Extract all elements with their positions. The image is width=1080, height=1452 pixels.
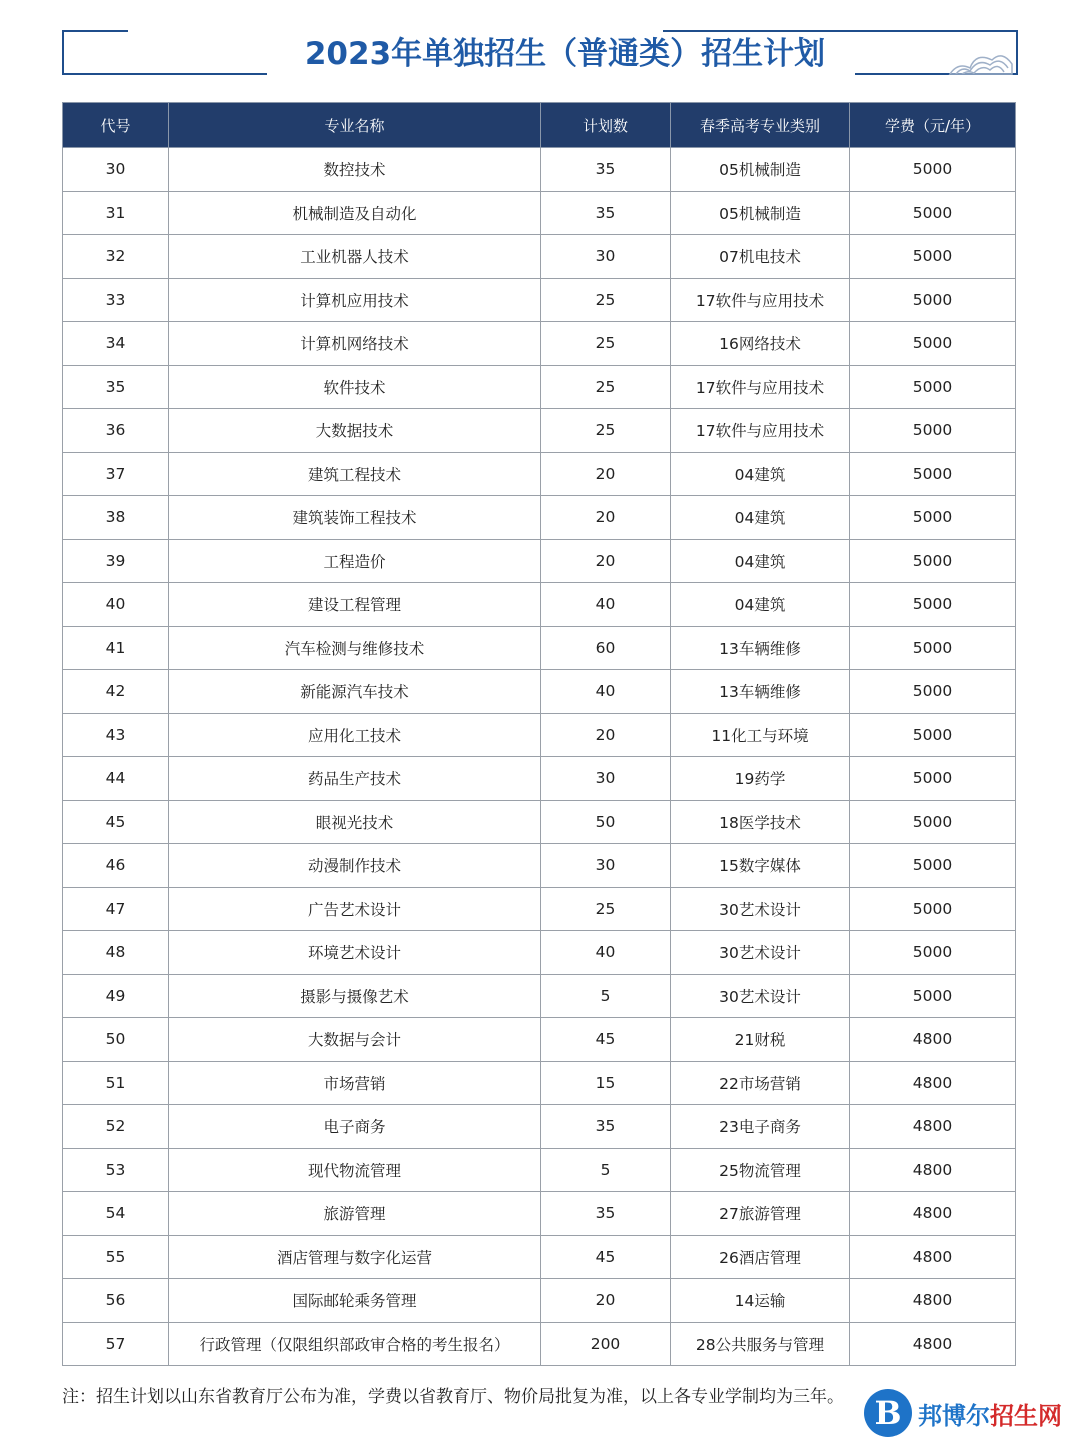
cell-tuition: 5000 [850, 148, 1016, 192]
cell-tuition: 5000 [850, 409, 1016, 453]
cell-plan-count: 30 [541, 844, 671, 888]
table-row [63, 800, 1016, 844]
cell-category: 28公共服务与管理 [671, 1322, 850, 1366]
cell-plan-count: 20 [541, 713, 671, 757]
cell-code: 33 [63, 278, 169, 322]
table-row [63, 757, 1016, 801]
cell-category: 30艺术设计 [671, 931, 850, 975]
cell-tuition: 4800 [850, 1105, 1016, 1149]
cell-category: 17软件与应用技术 [671, 365, 850, 409]
table-row [63, 1235, 1016, 1279]
table-row [63, 931, 1016, 975]
cell-code: 31 [63, 191, 169, 235]
cell-code: 53 [63, 1148, 169, 1192]
cell-major-name: 旅游管理 [169, 1192, 541, 1236]
cell-category: 21财税 [671, 1018, 850, 1062]
cell-tuition: 5000 [850, 670, 1016, 714]
cell-code: 50 [63, 1018, 169, 1062]
cell-tuition: 5000 [850, 322, 1016, 366]
table-row [63, 1279, 1016, 1323]
cell-major-name: 机械制造及自动化 [169, 191, 541, 235]
cell-tuition: 5000 [850, 800, 1016, 844]
cell-major-name: 电子商务 [169, 1105, 541, 1149]
table-row [63, 1192, 1016, 1236]
cell-major-name: 工程造价 [169, 539, 541, 583]
table-row [63, 1322, 1016, 1366]
table-row [63, 713, 1016, 757]
cell-tuition: 4800 [850, 1018, 1016, 1062]
cell-major-name: 动漫制作技术 [169, 844, 541, 888]
table-row [63, 148, 1016, 192]
cell-plan-count: 40 [541, 931, 671, 975]
cell-code: 46 [63, 844, 169, 888]
cell-plan-count: 40 [541, 670, 671, 714]
cell-major-name: 数控技术 [169, 148, 541, 192]
cell-category: 19药学 [671, 757, 850, 801]
cell-code: 36 [63, 409, 169, 453]
cell-tuition: 4800 [850, 1322, 1016, 1366]
cell-major-name: 建筑工程技术 [169, 452, 541, 496]
cell-code: 45 [63, 800, 169, 844]
cell-code: 48 [63, 931, 169, 975]
cell-tuition: 5000 [850, 757, 1016, 801]
cell-category: 17软件与应用技术 [671, 409, 850, 453]
cell-code: 49 [63, 974, 169, 1018]
cell-plan-count: 30 [541, 757, 671, 801]
cell-code: 30 [63, 148, 169, 192]
cell-tuition: 5000 [850, 496, 1016, 540]
cell-tuition: 5000 [850, 539, 1016, 583]
watermark-text-a: 邦博尔 [918, 1401, 990, 1430]
cloud-decoration-icon [948, 44, 1014, 76]
cell-category: 04建筑 [671, 452, 850, 496]
cell-code: 41 [63, 626, 169, 670]
cell-code: 42 [63, 670, 169, 714]
cell-code: 32 [63, 235, 169, 279]
cell-major-name: 应用化工技术 [169, 713, 541, 757]
table-row [63, 1148, 1016, 1192]
cell-major-name: 工业机器人技术 [169, 235, 541, 279]
cell-plan-count: 20 [541, 496, 671, 540]
cell-code: 34 [63, 322, 169, 366]
cell-major-name: 药品生产技术 [169, 757, 541, 801]
cell-plan-count: 45 [541, 1235, 671, 1279]
cell-tuition: 5000 [850, 931, 1016, 975]
cell-tuition: 4800 [850, 1279, 1016, 1323]
cell-code: 51 [63, 1061, 169, 1105]
cell-category: 07机电技术 [671, 235, 850, 279]
table-row [63, 844, 1016, 888]
cell-tuition: 4800 [850, 1192, 1016, 1236]
cell-code: 47 [63, 887, 169, 931]
header-major-name: 专业名称 [169, 103, 541, 148]
cell-tuition: 5000 [850, 191, 1016, 235]
cell-category: 04建筑 [671, 539, 850, 583]
cell-major-name: 广告艺术设计 [169, 887, 541, 931]
cell-category: 04建筑 [671, 496, 850, 540]
table-row [63, 583, 1016, 627]
cell-tuition: 5000 [850, 626, 1016, 670]
cell-major-name: 现代物流管理 [169, 1148, 541, 1192]
cell-category: 14运输 [671, 1279, 850, 1323]
table-row [63, 452, 1016, 496]
cell-category: 25物流管理 [671, 1148, 850, 1192]
table-row [63, 539, 1016, 583]
cell-tuition: 5000 [850, 887, 1016, 931]
cell-plan-count: 25 [541, 409, 671, 453]
cell-major-name: 建筑装饰工程技术 [169, 496, 541, 540]
cell-code: 37 [63, 452, 169, 496]
cell-category: 17软件与应用技术 [671, 278, 850, 322]
cell-major-name: 行政管理（仅限组织部政审合格的考生报名） [169, 1322, 541, 1366]
cell-major-name: 新能源汽车技术 [169, 670, 541, 714]
cell-plan-count: 25 [541, 365, 671, 409]
cell-major-name: 计算机应用技术 [169, 278, 541, 322]
cell-plan-count: 25 [541, 322, 671, 366]
cell-major-name: 建设工程管理 [169, 583, 541, 627]
cell-plan-count: 45 [541, 1018, 671, 1062]
cell-plan-count: 5 [541, 974, 671, 1018]
cell-code: 54 [63, 1192, 169, 1236]
cell-tuition: 4800 [850, 1061, 1016, 1105]
table-row [63, 1018, 1016, 1062]
cell-code: 57 [63, 1322, 169, 1366]
cell-category: 30艺术设计 [671, 974, 850, 1018]
watermark-logo-icon: B [864, 1389, 912, 1437]
cell-category: 15数字媒体 [671, 844, 850, 888]
cell-tuition: 5000 [850, 583, 1016, 627]
cell-category: 26酒店管理 [671, 1235, 850, 1279]
enrollment-plan-table [62, 102, 1016, 1366]
cell-category: 27旅游管理 [671, 1192, 850, 1236]
cell-category: 18医学技术 [671, 800, 850, 844]
watermark-text [918, 1396, 1062, 1431]
cell-major-name: 汽车检测与维修技术 [169, 626, 541, 670]
cell-code: 38 [63, 496, 169, 540]
cell-tuition: 5000 [850, 365, 1016, 409]
cell-tuition: 5000 [850, 844, 1016, 888]
cell-major-name: 酒店管理与数字化运营 [169, 1235, 541, 1279]
cell-plan-count: 20 [541, 452, 671, 496]
cell-category: 30艺术设计 [671, 887, 850, 931]
table-row [63, 191, 1016, 235]
header-code: 代号 [63, 103, 169, 148]
table-row [63, 409, 1016, 453]
cell-tuition: 5000 [850, 452, 1016, 496]
cell-code: 40 [63, 583, 169, 627]
cell-major-name: 眼视光技术 [169, 800, 541, 844]
table-row [63, 496, 1016, 540]
cell-tuition: 5000 [850, 974, 1016, 1018]
table-row [63, 670, 1016, 714]
cell-category: 13车辆维修 [671, 670, 850, 714]
cell-plan-count: 35 [541, 1105, 671, 1149]
cell-major-name: 摄影与摄像艺术 [169, 974, 541, 1018]
cell-code: 44 [63, 757, 169, 801]
watermark [864, 1388, 1062, 1438]
cell-major-name: 大数据与会计 [169, 1018, 541, 1062]
cell-plan-count: 35 [541, 148, 671, 192]
cell-plan-count: 25 [541, 278, 671, 322]
table-row [63, 974, 1016, 1018]
header-category: 春季高考专业类别 [671, 103, 850, 148]
cell-plan-count: 200 [541, 1322, 671, 1366]
page-title: 2023年单独招生（普通类）招生计划 [275, 32, 855, 76]
header-tuition: 学费（元/年） [850, 103, 1016, 148]
cell-code: 52 [63, 1105, 169, 1149]
cell-major-name: 软件技术 [169, 365, 541, 409]
cell-plan-count: 35 [541, 191, 671, 235]
cell-category: 16网络技术 [671, 322, 850, 366]
cell-category: 04建筑 [671, 583, 850, 627]
cell-tuition: 5000 [850, 278, 1016, 322]
table-row [63, 1105, 1016, 1149]
cell-category: 05机械制造 [671, 148, 850, 192]
cell-major-name: 国际邮轮乘务管理 [169, 1279, 541, 1323]
cell-tuition: 4800 [850, 1235, 1016, 1279]
cell-category: 22市场营销 [671, 1061, 850, 1105]
cell-plan-count: 20 [541, 539, 671, 583]
cell-plan-count: 15 [541, 1061, 671, 1105]
cell-plan-count: 50 [541, 800, 671, 844]
cell-plan-count: 40 [541, 583, 671, 627]
cell-category: 23电子商务 [671, 1105, 850, 1149]
cell-tuition: 5000 [850, 713, 1016, 757]
cell-plan-count: 5 [541, 1148, 671, 1192]
table-row [63, 1061, 1016, 1105]
cell-tuition: 4800 [850, 1148, 1016, 1192]
table-row [63, 626, 1016, 670]
header-plan-count: 计划数 [541, 103, 671, 148]
cell-major-name: 市场营销 [169, 1061, 541, 1105]
cell-plan-count: 30 [541, 235, 671, 279]
cell-major-name: 大数据技术 [169, 409, 541, 453]
cell-category: 11化工与环境 [671, 713, 850, 757]
title-frame-left [62, 30, 267, 75]
cell-plan-count: 60 [541, 626, 671, 670]
cell-tuition: 5000 [850, 235, 1016, 279]
table-row [63, 887, 1016, 931]
cell-category: 13车辆维修 [671, 626, 850, 670]
table-row [63, 278, 1016, 322]
cell-plan-count: 20 [541, 1279, 671, 1323]
cell-major-name: 环境艺术设计 [169, 931, 541, 975]
cell-code: 43 [63, 713, 169, 757]
cell-plan-count: 25 [541, 887, 671, 931]
watermark-text-b: 招生网 [990, 1401, 1062, 1430]
cell-code: 56 [63, 1279, 169, 1323]
cell-major-name: 计算机网络技术 [169, 322, 541, 366]
table-row [63, 365, 1016, 409]
cell-plan-count: 35 [541, 1192, 671, 1236]
cell-category: 05机械制造 [671, 191, 850, 235]
table-row [63, 322, 1016, 366]
table-row [63, 235, 1016, 279]
table-header-row [63, 103, 1016, 148]
footnote: 注：招生计划以山东省教育厅公布为准，学费以省教育厅、物价局批复为准，以上各专业学制均为三年。 [62, 1387, 844, 1407]
cell-code: 55 [63, 1235, 169, 1279]
cell-code: 39 [63, 539, 169, 583]
cell-code: 35 [63, 365, 169, 409]
